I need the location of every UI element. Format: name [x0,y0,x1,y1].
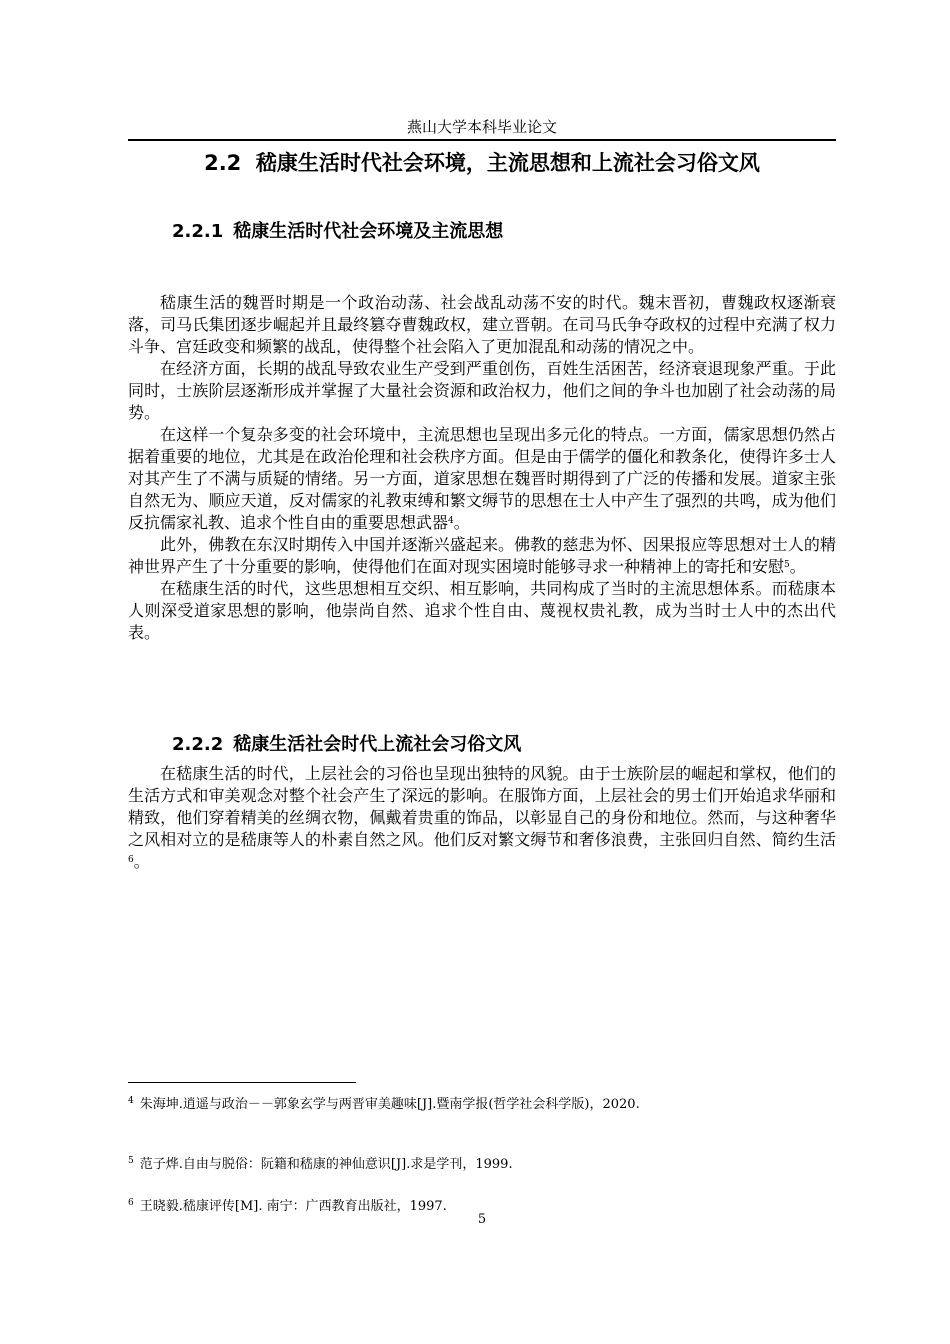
subsection-title: 嵇康生活社会时代上流社会习俗文风 [233,734,522,755]
footnote-number: 4 [128,1096,134,1106]
subsection-1-body [128,292,836,644]
section-heading [128,149,836,177]
header-rule [128,139,836,141]
footnote-number: 6 [128,1198,134,1208]
subsection-2-body [128,763,836,873]
paragraph: 在嵇康生活的时代，这些思想相互交织、相互影响，共同构成了当时的主流思想体系。而嵇康本人则深受道家思想的影响，他崇尚自然、追求个性自由、蔑视权贵礼教，成为当时士人中的杰出代表。 [128,579,836,642]
subsection-heading-1 [172,220,503,244]
subsection-title: 嵇康生活时代社会环境及主流思想 [233,221,504,242]
section-number: 2.2 [204,151,242,175]
footnote [128,1154,688,1176]
footnote-ref[interactable]: 4 [448,516,454,526]
paragraph: 在嵇康生活的时代，上层社会的习俗也呈现出独特的风貌。由于士族阶层的崛起和掌权，他们的生活方式和审美观念对整个社会产生了深远的影响。在服饰方面，上层社会的男士们开始追求华丽和精致，他们穿着精美的丝绸衣物，佩戴着贵重的饰品，以彰显自己的身份和地位。然而，与这种奢华之风相对立的是嵇康等人的朴素自然之风。他们反对繁文缛节和奢侈浪费，主张回归自然、简约生活$^6$。 [128,764,836,871]
paragraph: 在这样一个复杂多变的社会环境中，主流思想也呈现出多元化的特点。一方面，儒家思想仍然占据着重要的地位，尤其是在政治伦理和社会秩序方面。但是由于儒学的僵化和教条化，使得许多士人对其产生了不满与质疑的情绪。另一方面，道家思想在魏晋时期得到了广泛的传播和发展。道家主张自然无为、顺应天道，反对儒家的礼教束缚和繁文缛节的思想在士人中产生了强烈的共鸣，成为他们反抗儒家礼教、追求个性自由的重要思想武器$^4$。 [128,425,836,532]
footnote-separator [128,1082,356,1083]
footnote [128,1094,688,1116]
footnote-text: 王晓毅.嵇康评传[M]. 南宁：广西教育出版社，1997. [139,1199,447,1214]
paragraph: 在经济方面，长期的战乱导致农业生产受到严重创伤，百姓生活困苦，经济衰退现象严重。于此同时，士族阶层逐渐形成并掌握了大量社会资源和政治权力，他们之间的争斗也加剧了社会动荡的局势。 [128,359,836,422]
footnote-text: 朱海坤.逍遥与政治－－郭象玄学与两晋审美趣味[J].暨南学报(哲学社会科学版)，2020. [139,1097,640,1112]
section-title: 嵇康生活时代社会环境，主流思想和上流社会习俗文风 [255,151,760,175]
footnote-ref[interactable]: 5 [784,560,790,570]
running-header: 燕山大学本科毕业论文 [406,118,557,136]
paragraph: 此外，佛教在东汉时期传入中国并逐渐兴盛起来。佛教的慈悲为怀、因果报应等思想对士人的精神世界产生了十分重要的影响，使得他们在面对现实困境时能够寻求一种精神上的寄托和安慰$^5$。 [128,535,836,576]
subsection-heading-2 [172,733,521,757]
subsection-number: 2.2.1 [172,221,224,242]
footnote-number: 5 [128,1156,134,1166]
paragraph: 嵇康生活的魏晋时期是一个政治动荡、社会战乱动荡不安的时代。魏末晋初，曹魏政权逐渐衰落，司马氏集团逐步崛起并且最终篡夺曹魏政权，建立晋朝。在司马氏争夺政权的过程中充满了权力斗争、宫廷政变和频繁的战乱，使得整个社会陷入了更加混乱和动荡的情况之中。 [128,293,836,356]
footnote-text: 范子烨.自由与脱俗：阮籍和嵇康的神仙意识[J].求是学刊，1999. [139,1157,513,1172]
page-number: 5 [477,1212,487,1227]
subsection-number: 2.2.2 [172,734,224,755]
footnote-ref[interactable]: 6 [128,855,134,865]
